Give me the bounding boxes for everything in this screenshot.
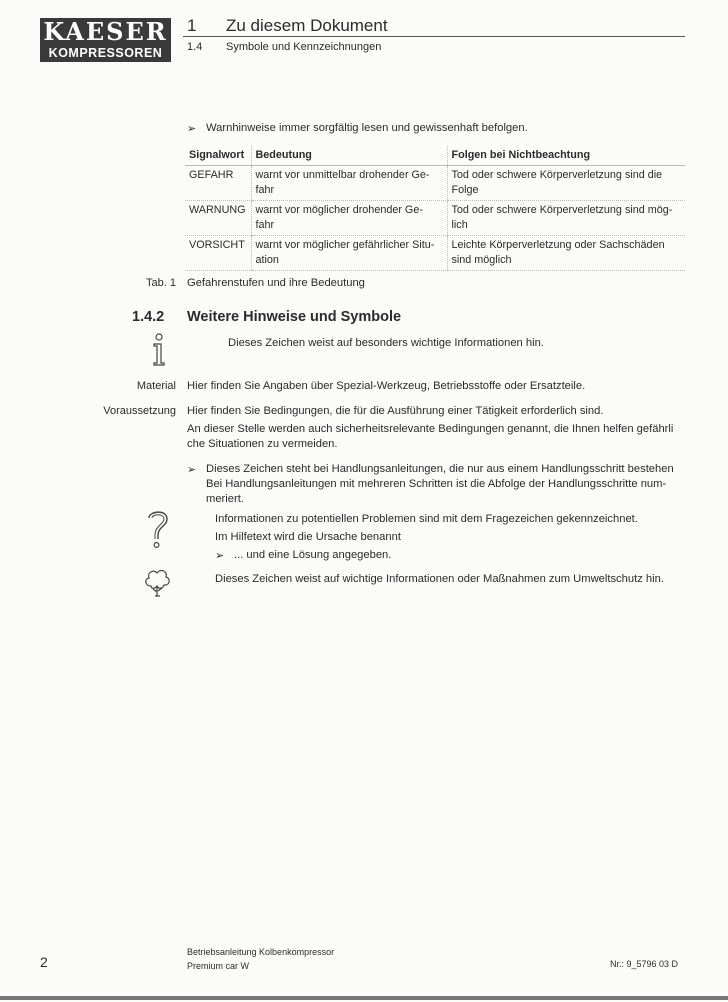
intro-text: Warnhinweise immer sorgfältig lesen und gewissenhaft befolgen. bbox=[206, 122, 528, 134]
precondition-label: Voraussetzung bbox=[103, 405, 176, 417]
page-number: 2 bbox=[40, 954, 48, 970]
logo-line1: KAESER bbox=[43, 17, 168, 46]
table-cell: warnt vor möglicher drohender Ge- fahr bbox=[251, 201, 447, 236]
steps-text-line2: Bei Handlungsanleitungen mit mehreren Schritten ist die Abfolge der Handlungsschritte num- bbox=[206, 478, 667, 490]
precondition-text: Hier finden Sie Bedingungen, die für die Ausführung einer Tätigkeit erforderlich sind. bbox=[187, 405, 604, 417]
table-cell: VORSICHT bbox=[185, 236, 251, 271]
table-cell: Tod oder schwere Körperverletzung sind die Folge bbox=[447, 166, 685, 201]
safety-text-line1: An dieser Stelle werden auch sicherheitsrelevante Bedingungen genannt, die Ihnen helfen gefährli bbox=[187, 423, 674, 435]
table-caption-label: Tab. 1 bbox=[146, 277, 176, 289]
solution-text: ... und eine Lösung angegeben. bbox=[234, 549, 392, 561]
table-cell: WARNUNG bbox=[185, 201, 251, 236]
footer-doc-line2: Premium car W bbox=[187, 961, 250, 971]
kaeser-logo bbox=[40, 18, 171, 62]
table-cell: Tod oder schwere Körperverletzung sind mög- lich bbox=[447, 201, 685, 236]
bullet-arrow-icon: ➢ bbox=[187, 464, 197, 476]
table-header-row bbox=[185, 146, 685, 166]
bullet-arrow-icon: ➢ bbox=[215, 550, 225, 562]
hazard-table bbox=[185, 146, 685, 271]
info-icon bbox=[148, 333, 170, 367]
material-text: Hier finden Sie Angaben über Spezial-Werkzeug, Betriebsstoffe oder Ersatzteile. bbox=[187, 380, 586, 392]
environment-tree-icon bbox=[142, 566, 174, 600]
section-number: 1.4 bbox=[187, 41, 203, 53]
chapter-title: Zu diesem Dokument bbox=[226, 16, 388, 35]
question-icon bbox=[145, 508, 171, 550]
table-row bbox=[185, 201, 685, 236]
table-header-cell: Folgen bei Nichtbeachtung bbox=[447, 146, 685, 166]
footer-doc-number: Nr.: 9_5796 03 D bbox=[610, 959, 679, 969]
table-row bbox=[185, 166, 685, 201]
table-row bbox=[185, 236, 685, 271]
subsection-number: 1.4.2 bbox=[132, 309, 165, 325]
section-title: Symbole und Kennzeichnungen bbox=[226, 41, 382, 53]
steps-text-line1: Dieses Zeichen steht bei Handlungsanleitungen, die nur aus einem Handlungsschritt bestehen bbox=[206, 463, 674, 475]
table-cell: warnt vor möglicher gefährlicher Situ- ation bbox=[251, 236, 447, 271]
bullet-arrow-icon: ➢ bbox=[187, 123, 197, 135]
steps-text-line3: meriert. bbox=[206, 493, 244, 505]
subsection-title: Weitere Hinweise und Symbole bbox=[187, 309, 402, 325]
question-text-line1: Informationen zu potentiellen Problemen sind mit dem Fragezeichen gekennzeichnet. bbox=[215, 513, 638, 525]
table-header-cell: Bedeutung bbox=[251, 146, 447, 166]
footer-rule bbox=[0, 996, 728, 1000]
question-text-line2: Im Hilfetext wird die Ursache benannt bbox=[215, 531, 401, 543]
logo-line2: KOMPRESSOREN bbox=[48, 46, 163, 60]
material-label: Material bbox=[136, 380, 176, 392]
environment-text: Dieses Zeichen weist auf wichtige Informationen oder Maßnahmen zum Umweltschutz hin. bbox=[215, 573, 664, 585]
safety-text-line2: che Situationen zu vermeiden. bbox=[187, 438, 338, 450]
table-cell: GEFAHR bbox=[185, 166, 251, 201]
footer-doc-line1: Betriebsanleitung Kolbenkompressor bbox=[187, 947, 335, 957]
header-rule bbox=[183, 36, 685, 37]
info-text: Dieses Zeichen weist auf besonders wichtige Informationen hin. bbox=[228, 337, 544, 349]
table-header-cell: Signalwort bbox=[185, 146, 251, 166]
table-cell: Leichte Körperverletzung oder Sachschäden sind möglich bbox=[447, 236, 685, 271]
table-cell: warnt vor unmittelbar drohender Ge- fahr bbox=[251, 166, 447, 201]
chapter-number: 1 bbox=[187, 16, 197, 35]
table-caption-text: Gefahrenstufen und ihre Bedeutung bbox=[187, 277, 365, 289]
